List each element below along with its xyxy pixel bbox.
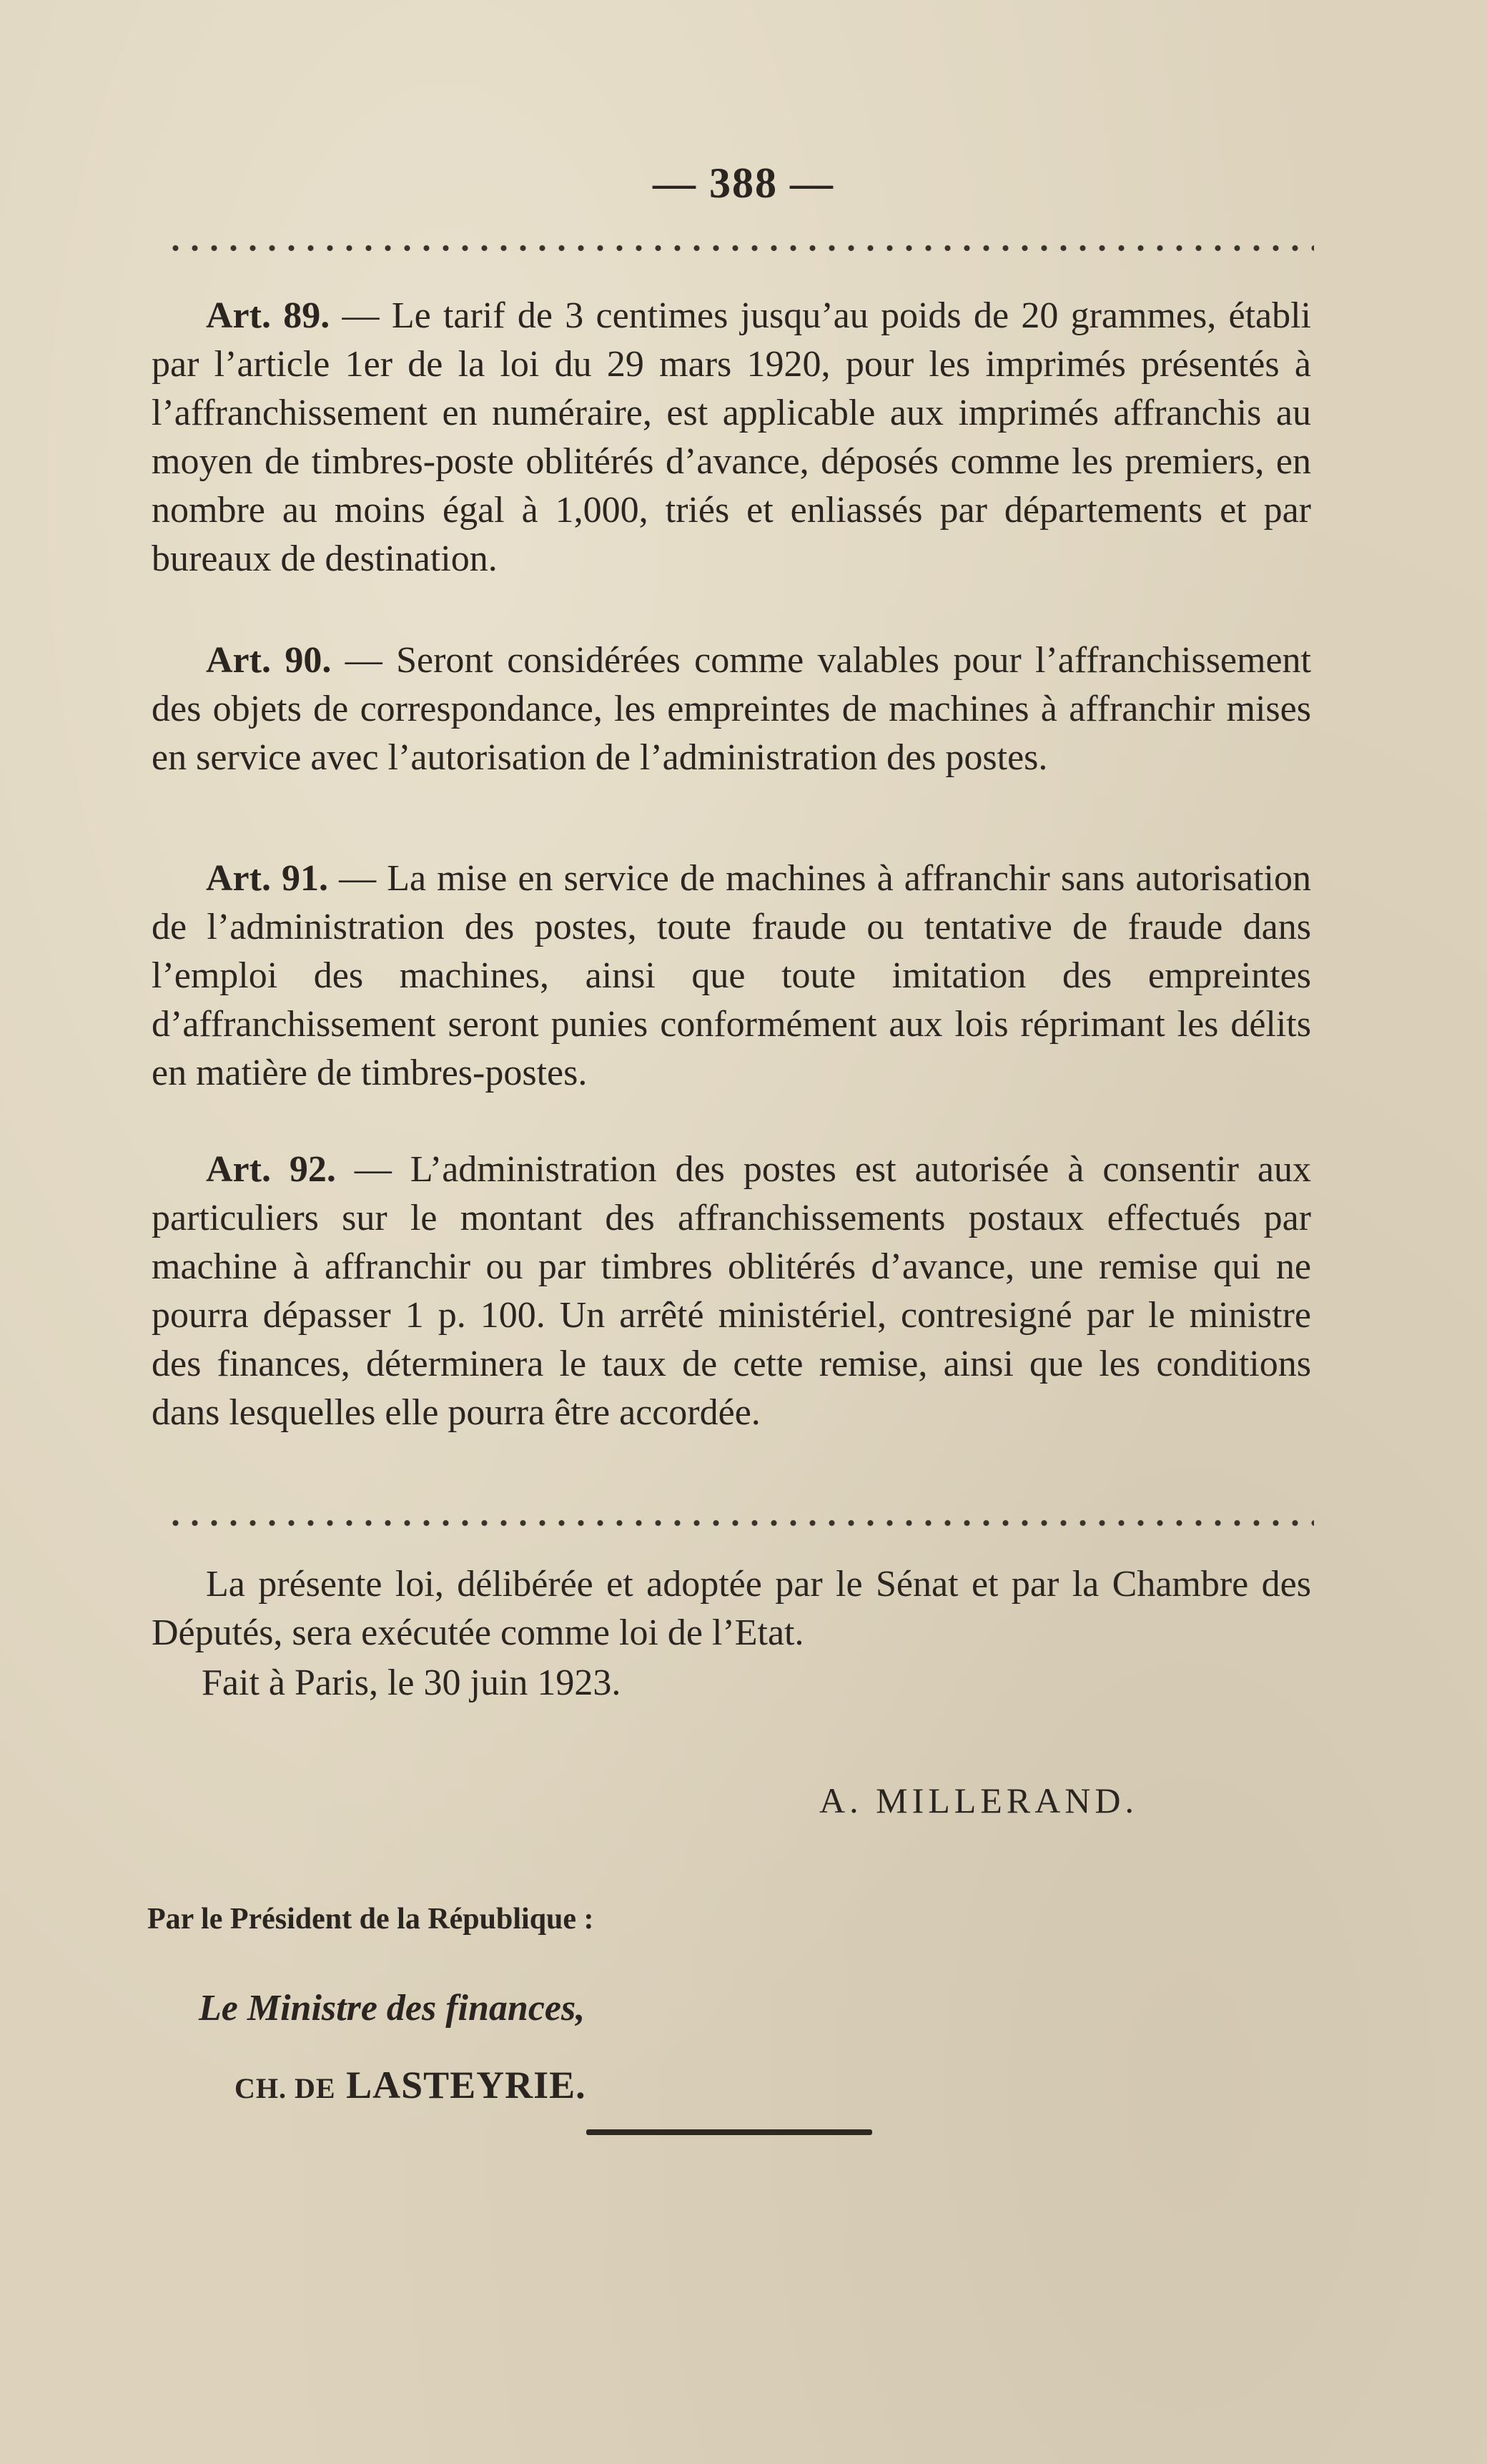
article-90-text: — Seront considérées comme valables pour l’affranchissement des objets de correspondance, les empreintes de machines à affranchir mises en service avec l’autorisation de l’administration des postes. — [152, 640, 1311, 778]
closing-rule — [586, 2129, 872, 2135]
article-92-label: Art. 92. — [206, 1149, 336, 1190]
article-89-text: — Le tarif de 3 centimes jusqu’au poids de 20 grammes, établi par l’article 1er de la loi du 29 mars 1920, pour les imprimés présentés à l’affranchissement en numéraire, est applicable aux imprimés affranchis au moyen de timbres-poste oblitérés d’avance, déposés comme les premiers, en nombre au moins égal à 1,000, triés et enliassés par départements et par bureaux de destination. — [152, 295, 1311, 579]
article-90 — [152, 636, 1311, 782]
dotted-separator-middle — [166, 1519, 1314, 1527]
closing-paragraph: La présente loi, délibérée et adoptée par le Sénat et par la Chambre des Députés, sera exécutée comme loi de l’Etat. — [152, 1564, 1311, 1653]
article-89 — [152, 292, 1311, 583]
by-president-line: Par le Président de la République : — [147, 1903, 594, 1936]
page-number: — 388 — — [653, 159, 834, 207]
minister-name-prefix: CH. DE — [234, 2072, 336, 2104]
date-place-line: Fait à Paris, le 30 juin 1923. — [202, 1662, 621, 1703]
article-91 — [152, 854, 1311, 1098]
minister-name: LASTEYRIE. — [346, 2064, 586, 2106]
article-92 — [152, 1145, 1311, 1437]
article-90-label: Art. 90. — [206, 640, 332, 681]
article-92-text: — L’administration des postes est autorisée à consentir aux particuliers sur le montant des affranchissements postaux effectués par machine à affranchir ou par timbres oblitérés d’avance, une remise qui ne pourra dépasser 1 p. 100. Un arrêté ministériel, contresigné par le ministre des finances, déterminera le taux de cette remise, ainsi que les conditions dans lesquelles elle pourra être accordée. — [152, 1149, 1311, 1433]
article-89-label: Art. 89. — [206, 295, 330, 336]
dotted-separator-top — [166, 245, 1314, 252]
article-91-text: — La mise en service de machines à affranchir sans autorisation de l’administration des postes, toute fraude ou tentative de fraude dans l’emploi des machines, ainsi que toute imitation des empreintes d’affranchissement seront punies conformément aux lois réprimant les délits en matière de timbres-postes. — [152, 858, 1311, 1093]
president-signature: A. MILLERAND. — [819, 1780, 1139, 1820]
minister-signature — [234, 2061, 586, 2113]
minister-title: Le Ministre des finances, — [199, 1988, 586, 2029]
article-91-label: Art. 91. — [206, 858, 329, 899]
